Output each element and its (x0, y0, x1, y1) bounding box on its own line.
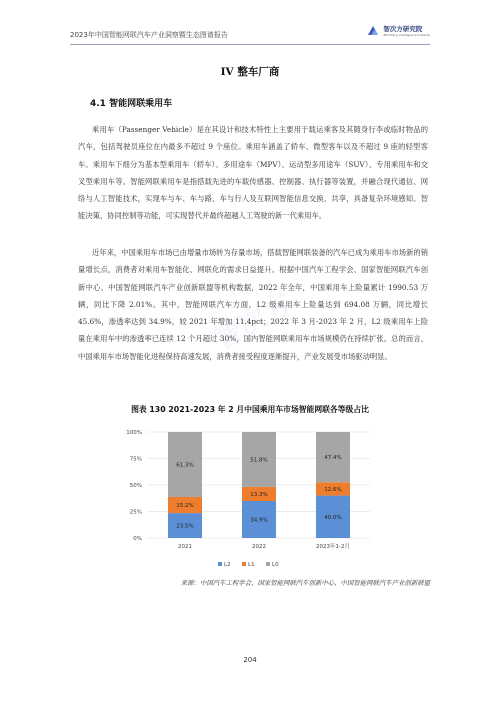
logo (366, 24, 430, 38)
legend-swatch-l2 (218, 562, 222, 566)
x-tick-label: 2021 (178, 544, 192, 550)
figure-title: 图表 130 2021-2023 年 2 月中国乘用车市场智能网联各等级占比 (131, 405, 369, 414)
data-label: 40.0% (324, 514, 342, 521)
source-note: 来源：中国汽车工程学会、国家智能网联汽车创新中心、中国智能网联汽车产业创新联盟 (180, 579, 430, 587)
paragraph-2: 近年来，中国乘用车市场已由增量市场转为存量市场，搭载智能网联装备的汽车已成为乘用车市场新的销量增长点，消费者对乘用车智能化、网联化的需求日益提升。根据中国汽车工程学会、国家智能网联汽车创新中心、中国智能网联汽车产业创新联盟等机构数据，2022 年全年，中国乘用车上险量累计 1990.53 万辆，同比下降 2.01%。其中，智能网联汽车方面，L2 级乘用车上险量达到 694.08 万辆，同比增长 45.6%，渗透率达到 34.9%，较 2021 年增加 11.4pct；2022 年 3 月-2023 年 2 月，L2 级乘用车上险量在乘用车中的渗透率已连续 12 个月超过 30%，国内智能网联乘用车市场规模仍在持续扩张。总的而言，中国乘用车市场智能化进程保持高速发展，消费者接受程度逐渐提升，产业发展受市场驱动明显。 (78, 248, 428, 361)
logo-text (383, 26, 430, 37)
data-label: 51.8% (250, 457, 268, 464)
x-tick-label: 2022 (252, 544, 266, 550)
page-number: 204 (243, 656, 257, 664)
data-label: 13.3% (250, 491, 268, 498)
logo-icon (366, 24, 380, 38)
y-tick-label: 100% (126, 430, 142, 436)
legend-label: L0 (272, 562, 279, 568)
logo-subtitle: ZhiCiFang Intelligence Institute (383, 32, 430, 37)
data-label: 47.4% (324, 455, 342, 462)
stacked-bar-chart (100, 418, 400, 593)
page-header (70, 24, 430, 45)
paragraph-1: 乘用车（Passenger Vehicle）是在其设计和技术特性上主要用于载运乘客及其随身行李或临时物品的汽车，包括驾驶员座位在内最多不超过 9 个座位。乘用车涵盖了轿车、微型客车以及不超过 9 座的轻型客车。乘用车下细分为基本型乘用车（轿车）、多用途车（MPV）、运动型多用途车（SUV）、专用乘用车和交叉型乘用车等。智能网联乘用车是指搭载先进的车载传感器、控制器、执行器等装置，并融合现代通信、网络与人工智能技术，实现车与车、车与路、车与行人及互联网智能信息交换、共享，具备复杂环境感知、智能决策、协同控制等功能，可实现替代并最终超越人工驾驶的新一代乘用车。 (78, 125, 428, 221)
watermark: 智次方 (208, 286, 298, 357)
data-label: 61.3% (176, 462, 194, 469)
legend-label: L2 (224, 562, 231, 568)
x-tick-label: 2023年1-2月 (316, 544, 350, 550)
logo-name: 智次方研究院 (383, 24, 423, 33)
y-tick-label: 0% (133, 536, 142, 542)
section-title: IV 整车厂商 (220, 66, 280, 78)
data-label: 34.9% (250, 517, 268, 524)
data-label: 12.6% (324, 486, 342, 493)
report-title: 2023年中国智能网联汽车产业洞察暨生态图谱报告 (70, 31, 228, 39)
legend-label: L1 (248, 562, 255, 568)
legend-swatch-l1 (242, 562, 246, 566)
data-label: 15.2% (176, 503, 194, 510)
data-label: 23.5% (176, 523, 194, 530)
legend-swatch-l0 (266, 562, 270, 566)
y-tick-label: 75% (129, 456, 142, 463)
y-tick-label: 50% (129, 483, 142, 489)
y-tick-label: 25% (129, 509, 142, 516)
subsection-title: 4.1 智能网联乘用车 (90, 99, 173, 109)
